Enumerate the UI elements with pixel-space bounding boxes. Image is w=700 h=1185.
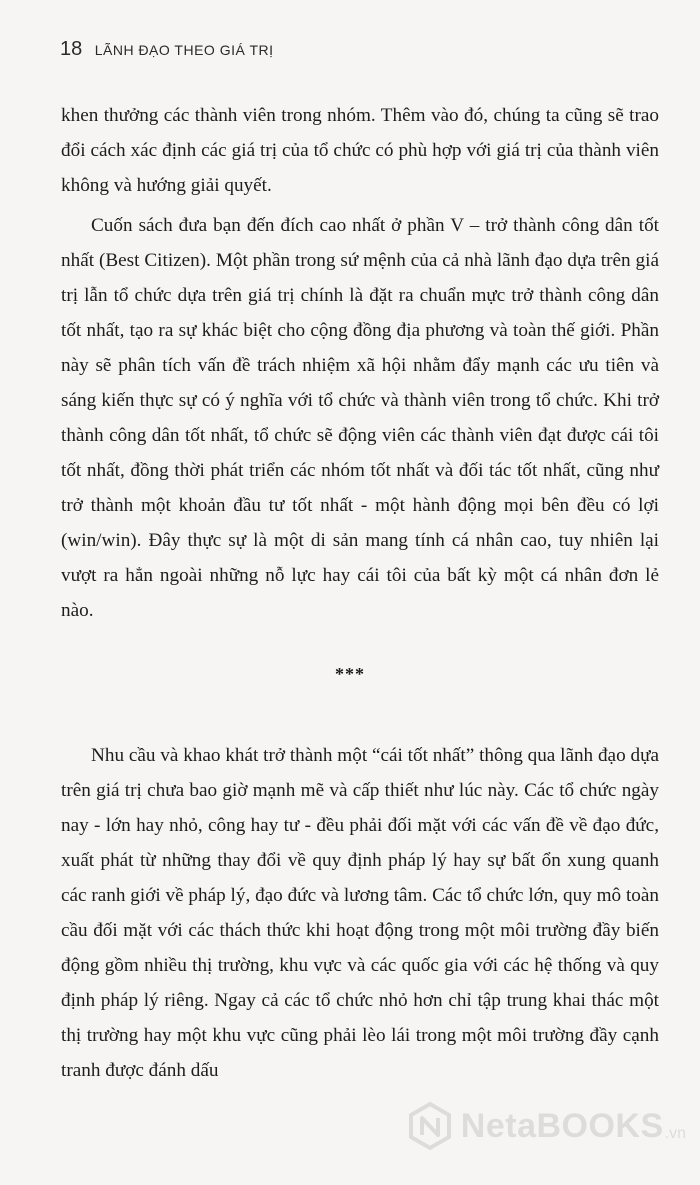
running-title: LÃNH ĐẠO THEO GIÁ TRỊ <box>94 42 274 58</box>
page-number: 18 <box>60 38 83 60</box>
body-paragraph-1 <box>61 98 659 203</box>
paragraph-text: Cuốn sách đưa bạn đến đích cao nhất ở phần V – trở thành công dân tốt nhất (Best Citizen). Một phần trong sứ mệnh của cả nhà lãnh đạo dựa trên giá trị lẫn tổ chức dựa trên giá trị chính là đặt ra chuẩn mực trở thành công dân tốt nhất, tạo ra sự khác biệt cho cộng đồng địa phương và toàn thế giới. Phần này sẽ phân tích vấn đề trách nhiệm xã hội nhằm đẩy mạnh các ưu tiên và sáng kiến thực sự có ý nghĩa với tổ chức và thành viên trong tổ chức. Khi trở thành công dân tốt nhất, tổ chức sẽ động viên các thành viên đạt được cái tôi tốt nhất, đồng thời phát triển các nhóm tốt nhất và đối tác tốt nhất, cũng như trở thành một khoản đầu tư tốt nhất - một hành động mọi bên đều có lợi (win/win). Đây thực sự là một di sản mang tính cá nhân cao, tuy nhiên lại vượt ra hẳn ngoài những nỗ lực hay cái tôi của bất kỳ một cá nhân đơn lẻ nào. <box>61 215 659 621</box>
body-paragraph-2 <box>61 208 659 628</box>
watermark-brand: NetaBOOKS <box>460 1106 664 1145</box>
paragraph-text: khen thưởng các thành viên trong nhóm. Thêm vào đó, chúng ta cũng sẽ trao đổi cách xác định các giá trị của tổ chức có phù hợp với giá trị của thành viên không và hướng giải quyết. <box>61 105 659 196</box>
watermark <box>405 1101 686 1151</box>
running-header <box>60 38 274 61</box>
section-separator: *** <box>335 664 365 684</box>
paragraph-text: Nhu cầu và khao khát trở thành một “cái tốt nhất” thông qua lãnh đạo dựa trên giá trị chưa bao giờ mạnh mẽ và cấp thiết như lúc này. Các tổ chức ngày nay - lớn hay nhỏ, công hay tư - đều phải đối mặt với các vấn đề về đạo đức, xuất phát từ những thay đổi về quy định pháp lý hay sự bất ổn xung quanh các ranh giới về pháp lý, đạo đức và lương tâm. Các tổ chức lớn, quy mô toàn cầu đối mặt với các thách thức khi hoạt động trong một môi trường đầy biến động gồm nhiều thị trường, khu vực và các quốc gia với các hệ thống và quy định pháp lý riêng. Ngay cả các tổ chức nhỏ hơn chỉ tập trung khai thác một thị trường hay một khu vực cũng phải lèo lái trong một môi trường đầy cạnh tranh được đánh dấu <box>61 745 659 1081</box>
body-paragraph-3 <box>61 738 659 1088</box>
netabooks-logo-icon <box>405 1101 455 1151</box>
watermark-suffix: .vn <box>664 1125 686 1142</box>
